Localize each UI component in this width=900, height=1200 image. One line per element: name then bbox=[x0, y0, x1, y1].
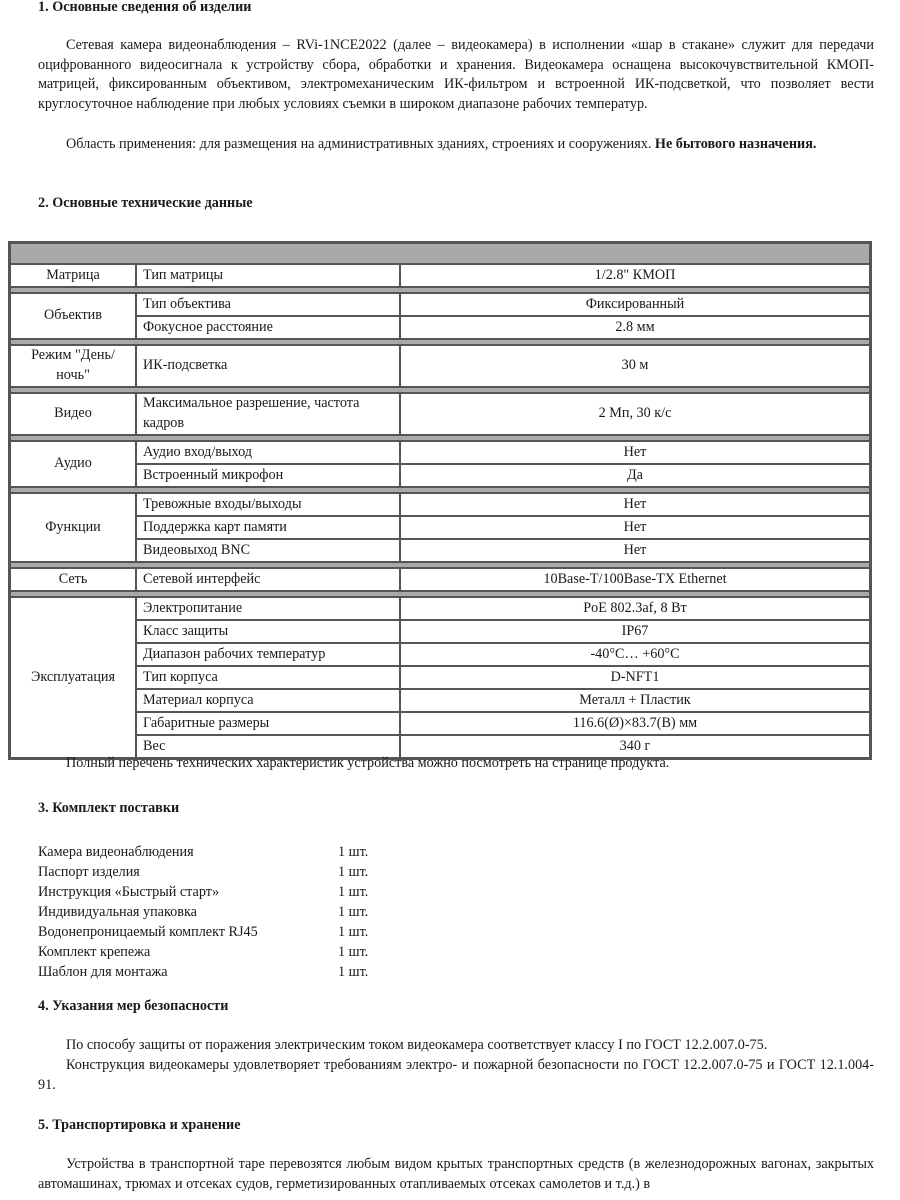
spec-value: PoE 802.3af, 8 Вт bbox=[400, 597, 870, 620]
table-row bbox=[10, 393, 870, 435]
spec-parameter: Тип матрицы bbox=[136, 264, 400, 287]
spec-parameter: Класс защиты bbox=[136, 620, 400, 643]
spec-value: Нет bbox=[400, 441, 870, 464]
kit-item-quantity: 1 шт. bbox=[338, 904, 369, 920]
spec-group-name: Объектив bbox=[10, 293, 136, 339]
spec-parameter: ИК-подсветка bbox=[136, 345, 400, 387]
kit-item-quantity: 1 шт. bbox=[338, 844, 369, 860]
table-row bbox=[10, 464, 870, 487]
kit-item-quantity: 1 шт. bbox=[338, 884, 369, 900]
spec-parameter: Встроенный микрофон bbox=[136, 464, 400, 487]
section-5-paragraph-1: Устройства в транспортной таре перевозятся любым видом крытых транспортных средств (в железнодорожных вагонах, закрытых автомашинах, трюмах и отсеках судов, герметизированных отапливаемых отсеках самолетов и т.д.) в bbox=[38, 1156, 874, 1192]
kit-item-name: Паспорт изделия bbox=[38, 864, 140, 880]
list-item bbox=[38, 863, 398, 883]
spec-parameter: Фокусное расстояние bbox=[136, 316, 400, 339]
section-4-paragraph-2: Конструкция видеокамеры удовлетворяет требованиям электро- и пожарной безопасности по ГОСТ 12.2.007.0-75 и ГОСТ 12.1.004-91. bbox=[38, 1057, 874, 1093]
kit-item-name: Водонепроницаемый комплект RJ45 bbox=[38, 924, 258, 940]
spec-value: -40°C… +60°C bbox=[400, 643, 870, 666]
spec-parameter: Видеовыход BNC bbox=[136, 539, 400, 562]
spec-value: Нет bbox=[400, 516, 870, 539]
specs-note: Полный перечень технических характеристик устройства можно посмотреть на странице продукта. bbox=[66, 755, 670, 771]
table-row bbox=[10, 264, 870, 287]
section-1-paragraph-2: Область применения: для размещения на административных зданиях, строениях и сооружениях. Не бытового назначения. bbox=[66, 136, 817, 152]
table-row bbox=[10, 643, 870, 666]
table-row bbox=[10, 666, 870, 689]
spec-value: 30 м bbox=[400, 345, 870, 387]
section-3-title: 3. Комплект поставки bbox=[38, 800, 180, 816]
list-item bbox=[38, 943, 398, 963]
spec-group-name: Режим "День/ночь" bbox=[10, 345, 136, 387]
spec-value: Нет bbox=[400, 539, 870, 562]
spec-parameter: Диапазон рабочих температур bbox=[136, 643, 400, 666]
spec-value: 2 Мп, 30 к/с bbox=[400, 393, 870, 435]
table-header-row bbox=[10, 243, 870, 264]
table-row bbox=[10, 293, 870, 316]
kit-item-name: Шаблон для монтажа bbox=[38, 964, 168, 980]
kit-item-name: Индивидуальная упаковка bbox=[38, 904, 197, 920]
spec-parameter: Материал корпуса bbox=[136, 689, 400, 712]
spec-value: IP67 bbox=[400, 620, 870, 643]
table-row bbox=[10, 539, 870, 562]
list-item bbox=[38, 923, 398, 943]
table-row bbox=[10, 493, 870, 516]
spec-value: Металл + Пластик bbox=[400, 689, 870, 712]
spec-value: 10Base-T/100Base-TX Ethernet bbox=[400, 568, 870, 591]
list-item bbox=[38, 903, 398, 923]
spec-value: 2.8 мм bbox=[400, 316, 870, 339]
spec-value: 1/2.8" КМОП bbox=[400, 264, 870, 287]
table-row bbox=[10, 689, 870, 712]
kit-item-quantity: 1 шт. bbox=[338, 964, 369, 980]
kit-item-name: Инструкция «Быстрый старт» bbox=[38, 884, 220, 900]
section-5-title: 5. Транспортировка и хранение bbox=[38, 1117, 241, 1133]
spec-value: 340 г bbox=[400, 735, 870, 758]
list-item bbox=[38, 843, 398, 863]
spec-parameter: Сетевой интерфейс bbox=[136, 568, 400, 591]
spec-parameter: Поддержка карт памяти bbox=[136, 516, 400, 539]
table-row bbox=[10, 620, 870, 643]
spec-group-name: Аудио bbox=[10, 441, 136, 487]
spec-group-name: Функции bbox=[10, 493, 136, 562]
spec-group-name: Матрица bbox=[10, 264, 136, 287]
spec-value: 116.6(Ø)×83.7(В) мм bbox=[400, 712, 870, 735]
section-4-paragraph-1: По способу защиты от поражения электрическим током видеокамера соответствует классу I по ГОСТ 12.2.007.0-75. bbox=[66, 1037, 768, 1053]
spec-group-name: Эксплуатация bbox=[10, 597, 136, 758]
table-row bbox=[10, 441, 870, 464]
table-row bbox=[10, 597, 870, 620]
kit-item-quantity: 1 шт. bbox=[338, 924, 369, 940]
spec-value: D-NFT1 bbox=[400, 666, 870, 689]
spec-group-name: Видео bbox=[10, 393, 136, 435]
not-household-note: Не бытового назначения. bbox=[654, 136, 817, 152]
spec-parameter: Аудио вход/выход bbox=[136, 441, 400, 464]
spec-parameter: Электропитание bbox=[136, 597, 400, 620]
spec-parameter: Тип корпуса bbox=[136, 666, 400, 689]
section-1-paragraph-1: Сетевая камера видеонаблюдения – RVi-1NCE2022 (далее – видеокамера) в исполнении «шар в стакане» служит для передачи оцифрованного видеосигнала к устройству сбора, обработки и хранения. Видеокамера оснащена высокочувствительной КМОП-матрицей, фиксированным объективом, электромеханическим ИК-фильтром и встроенной ИК-подсветкой, что позволяет вести круглосуточное наблюдение при любых условиях съемки в широком диапазоне рабочих температур. bbox=[38, 37, 874, 112]
section-1-title: 1. Основные сведения об изделии bbox=[38, 0, 252, 15]
section-2-title: 2. Основные технические данные bbox=[38, 195, 253, 211]
kit-item-quantity: 1 шт. bbox=[338, 944, 369, 960]
spec-parameter: Тревожные входы/выходы bbox=[136, 493, 400, 516]
kit-item-name: Комплект крепежа bbox=[38, 944, 151, 960]
delivery-kit-list bbox=[38, 843, 398, 983]
table-row bbox=[10, 345, 870, 387]
spec-group-name: Сеть bbox=[10, 568, 136, 591]
spec-value: Фиксированный bbox=[400, 293, 870, 316]
kit-item-quantity: 1 шт. bbox=[338, 864, 369, 880]
kit-item-name: Камера видеонаблюдения bbox=[38, 844, 194, 860]
table-row bbox=[10, 316, 870, 339]
spec-parameter: Тип объектива bbox=[136, 293, 400, 316]
spec-value: Нет bbox=[400, 493, 870, 516]
table-row bbox=[10, 712, 870, 735]
spec-parameter: Габаритные размеры bbox=[136, 712, 400, 735]
specs-table bbox=[8, 241, 872, 760]
list-item bbox=[38, 883, 398, 903]
spec-parameter: Максимальное разрешение, частота кадров bbox=[136, 393, 400, 435]
table-row bbox=[10, 516, 870, 539]
list-item bbox=[38, 963, 398, 983]
section-4-title: 4. Указания мер безопасности bbox=[38, 998, 229, 1014]
table-row bbox=[10, 568, 870, 591]
spec-parameter: Вес bbox=[136, 735, 400, 758]
spec-value: Да bbox=[400, 464, 870, 487]
